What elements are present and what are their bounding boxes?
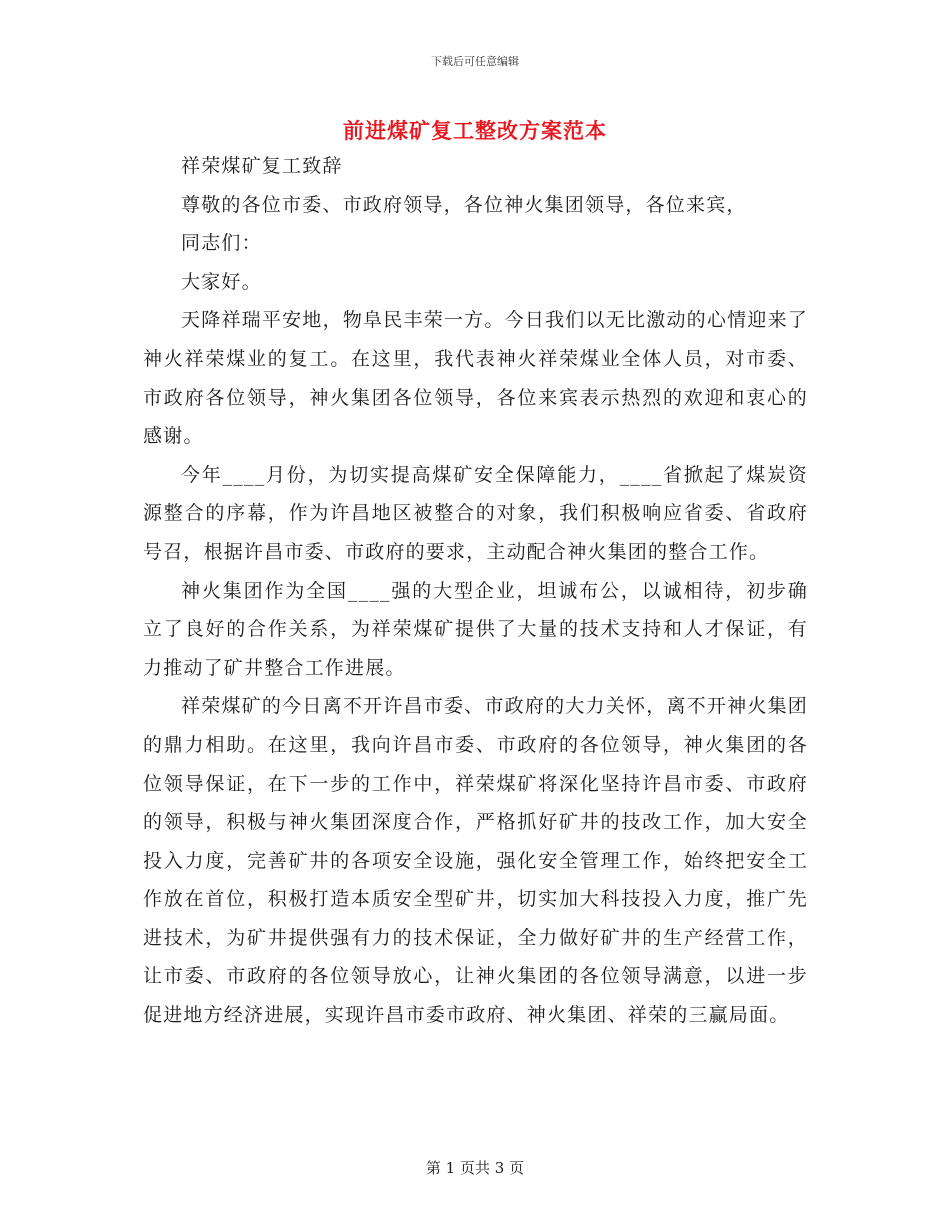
document-title: 前进煤矿复工整改方案范本 bbox=[343, 118, 607, 143]
paragraph-commitment: 祥荣煤矿的今日离不开许昌市委、市政府的大力关怀，离不开神火集团的鼎力相助。在这里，我向许昌市委、市政府的各位领导，神火集团的各位领导保证，在下一步的工作中，祥荣煤矿将深化坚持许昌市委、市政府的领导，积极与神火集团深度合作，严格抓好矿井的技改工作，加大安全投入力度，完善矿井的各项安全设施，强化安全管理工作，始终把安全工作放在首位，积极打造本质安全型矿井，切实加大科技投入力度，推广先进技术，为矿井提供强有力的技术保证，全力做好矿井的生产经营工作，让市委、市政府的各位领导放心，让神火集团的各位领导满意，以进一步促进地方经济进展，实现许昌市委市政府、神火集团、祥荣的三赢局面。 bbox=[143, 695, 808, 1027]
paragraph-welcome: 天降祥瑞平安地，物阜民丰荣一方。今日我们以无比激动的心情迎来了神火祥荣煤业的复工。在这里，我代表神火祥荣煤业全体人员，对市委、市政府各位领导，神火集团各位领导，各位来宾表示热烈的欢迎和衷心的感谢。 bbox=[143, 309, 808, 448]
document-body bbox=[143, 147, 808, 1035]
paragraph-salutation-cont: 同志们： bbox=[181, 232, 262, 255]
paragraph-salutation: 尊敬的各位市委、市政府领导，各位神火集团领导，各位来宾， bbox=[181, 193, 747, 216]
paragraph-greeting-title: 祥荣煤矿复工致辞 bbox=[181, 155, 343, 177]
paragraph-hello: 大家好。 bbox=[181, 270, 262, 293]
paragraph-cooperation: 神火集团作为全国____强的大型企业，坦诚布公，以诚相待，初步确立了良好的合作关系，为祥荣煤矿提供了大量的技术支持和人才保证，有力推动了矿井整合工作进展。 bbox=[143, 579, 808, 679]
page-number: 第 1 页共 3 页 bbox=[425, 1159, 525, 1177]
paragraph-integration: 今年____月份，为切实提高煤矿安全保障能力，____省掀起了煤炭资源整合的序幕，作为许昌地区被整合的对象，我们积极响应省委、省政府号召，根据许昌市委、市政府的要求，主动配合神火集团的整合工作。 bbox=[143, 463, 808, 563]
header-note: 下载后可任意编辑 bbox=[431, 55, 519, 68]
